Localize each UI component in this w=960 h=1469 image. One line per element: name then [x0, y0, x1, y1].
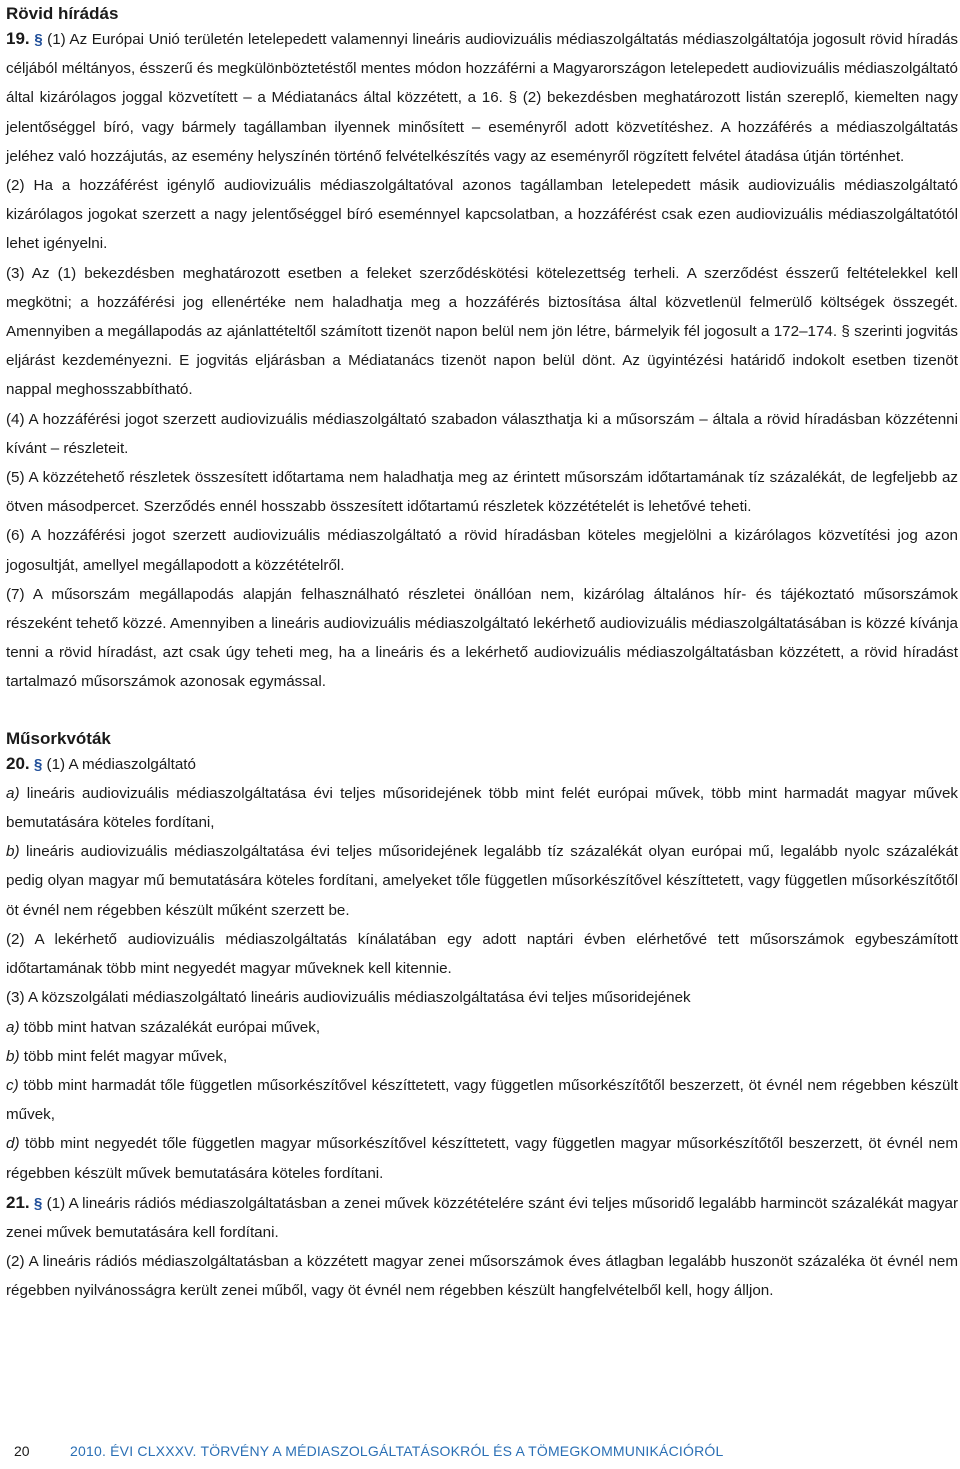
paragraph-19-3: (3) Az (1) bekezdésben meghatározott esetben a feleket szerződéskötési kötelezettség terheli. A szerződést ésszerű feltételekkel kell megkötni; a hozzáférési jog ellenértéke nem haladhatja meg a hozzáférés biztosítása által közvetlenül felmerülő költségek összegét. Amennyiben a megállapodás az ajánlattételtől számított tizenöt napon belül nem jön létre, bármelyik fél jogosult a 172–174. § szerinti jogvitás eljárást kezdeményezni. E jogvitás eljárásban a Médiatanács tizenöt napon belül dönt. Az ügyintézési határidő indokolt esetben tizenöt nappal meghosszabbítható. — [6, 264, 958, 399]
item-text: több mint felét magyar művek, — [19, 1047, 228, 1065]
paragraph-text: (1) Az Európai Unió területén letelepedett valamennyi lineáris audiovizuális médiaszolgáltatás médiaszolgáltatója jogosult rövid híradás céljából méltányos, ésszerű és megkülönböztetéstől mentes módon hozzáférni a Magyarországon letelepedett audiovizuális médiaszolgáltató által kizárólagos joggal közvetített – a Médiatanács által közzétett, a 16. § (2) bekezdésben meghatározott listán szereplő, kiemelten nagy jelentőséggel bíró, vagy bármely tagállamban ilyennek minősített – eseményről adott közvetítéshez. A hozzáférés a médiaszolgáltatás jeléhez való hozzájutás, az esemény helyszínén történő felvételkészítés vagy az eseményről rögzített felvétel átadása útján történhet. — [6, 31, 958, 165]
paragraph-21-2: (2) A lineáris rádiós médiaszolgáltatásban a közzétett magyar zenei műsorszámok éves átlagban legalább huszonöt százaléka öt évnél nem régebben nyilvánosságra került zenei műből, vagy öt évnél nem régebben készült hangfelvételből kell, hogy álljon. — [6, 1253, 958, 1300]
item-letter: a) — [6, 784, 20, 802]
paragraph-20-2: (2) A lekérhető audiovizuális médiaszolgáltatás kínálatában egy adott naptári évben elérhetővé tett műsorszámok egybeszámított időtartamának több mint negyedét magyar műveknek kell kitennie. — [6, 930, 958, 978]
list-item-20-3-c — [6, 1071, 958, 1129]
item-letter: d) — [6, 1135, 20, 1153]
item-letter: a) — [6, 1018, 20, 1036]
section-sign: § — [33, 1194, 43, 1212]
document-page — [6, 0, 958, 1306]
list-item-20-3-d — [6, 1129, 958, 1187]
paragraph-text: (1) A lineáris rádiós médiaszolgáltatásban a zenei művek közzétételére szánt évi teljes műsoridő legalább harmincöt százalékát magyar zenei művek bemutatására kell fordítani. — [6, 1194, 958, 1241]
list-item-20-3-a — [6, 1013, 958, 1042]
paragraph-19-1 — [6, 24, 958, 171]
item-letter: b) — [6, 843, 20, 861]
section-heading-musorkvotak: Műsorkvóták — [6, 728, 111, 748]
item-text: lineáris audiovizuális médiaszolgáltatása évi teljes műsoridejének több mint felét európai művek, több mint harmadát magyar művek bemutatására köteles fordítani, — [6, 784, 958, 832]
paragraph-19-7: (7) A műsorszám megállapodás alapján felhasználható részletei önállóan nem, kizárólag általános hír- és tájékoztató műsorszámok részeként tehető közzé. Amennyiben a lineáris audiovizuális médiaszolgáltató lekérhető audiovizuális médiaszolgáltatásában is közzé kívánja tenni a rövid híradást, azt csak úgy teheti meg, ha a lineáris és a lekérhető audiovizuális médiaszolgáltatásban közzétett, a rövid híradást tartalmazó műsorszámok azonosak egymással. — [6, 585, 958, 691]
section-sign: § — [33, 755, 43, 773]
paragraph-20-1 — [6, 749, 958, 779]
item-text: több mint harmadát tőle független műsorkészítővel készíttetett, vagy független műsorkészítőtől beszerzett, öt évnél nem régebben készült művek, — [6, 1076, 958, 1124]
section-sign: § — [34, 31, 43, 48]
item-text: több mint hatvan százalékát európai művek, — [19, 1018, 321, 1036]
item-text: több mint negyedét tőle független magyar műsorkészítővel készíttetett, vagy független magyar műsorkészítőtől beszerzett, öt évnél nem régebben készült művek bemutatására köteles fordítani. — [6, 1135, 958, 1182]
section-number: 19. — [6, 29, 30, 48]
footer-title: 2010. ÉVI CLXXXV. TÖRVÉNY A MÉDIASZOLGÁLTATÁSOKRÓL ÉS A TÖMEGKOMMUNIKÁCIÓRÓL — [70, 1443, 724, 1459]
paragraph-20-3: (3) A közszolgálati médiaszolgáltató lineáris audiovizuális médiaszolgáltatása évi teljes műsoridejének — [6, 989, 691, 1007]
paragraph-19-4: (4) A hozzáférési jogot szerzett audiovizuális médiaszolgáltató szabadon választhatja ki a műsorszám – általa a rövid híradásban közzétenni kívánt – részleteit. — [6, 410, 958, 457]
section-heading-rovid-hiradas: Rövid hírádás — [6, 4, 119, 23]
section-number: 20. — [6, 753, 30, 773]
paragraph-text: (1) A médiaszolgáltató — [42, 755, 196, 773]
page-footer — [6, 1441, 723, 1461]
paragraph-19-2: (2) Ha a hozzáférést igénylő audiovizuális médiaszolgáltatóval azonos tagállamban letelepedett másik audiovizuális médiaszolgáltató kizárólagos jogokat szerzett a nagy jelentőséggel bíró eseménnyel kapcsolatban, a hozzáférést csak ezen audiovizuális médiaszolgáltatótól lehet igényelni. — [6, 177, 958, 253]
list-item-20-1-b — [6, 837, 958, 925]
item-letter: b) — [6, 1047, 20, 1065]
list-item-20-3-b — [6, 1042, 958, 1071]
paragraph-19-5: (5) A közzétehető részletek összesített időtartama nem haladhatja meg az érintett műsorszám időtartamának tíz százalékát, de legfeljebb az ötven másodpercet. Szerződés ennél hosszabb összesített időtartamú részletek közzétételét is lehetővé teheti. — [6, 469, 958, 516]
paragraph-21-1 — [6, 1188, 958, 1247]
item-letter: c) — [6, 1076, 19, 1094]
section-number: 21. — [6, 1192, 30, 1212]
item-text: lineáris audiovizuális médiaszolgáltatása évi teljes műsoridejének legalább tíz százalékát olyan európai mű, legalább nyolc százalékát pedig olyan magyar mű bemutatására köteles fordítani, amelyeket tőle független műsorkészítővel készíttetett, vagy független műsorkészítőtől öt évnél nem régebben készült műként szerzett be. — [6, 843, 958, 919]
paragraph-19-6: (6) A hozzáférési jogot szerzett audiovizuális médiaszolgáltató a rövid híradásban köteles megjelölni a kizárólagos közvetítési jog azon jogosultját, amellyel megállapodott a közzétételről. — [6, 527, 958, 574]
list-item-20-1-a — [6, 779, 958, 837]
page-number: 20 — [14, 1443, 30, 1459]
